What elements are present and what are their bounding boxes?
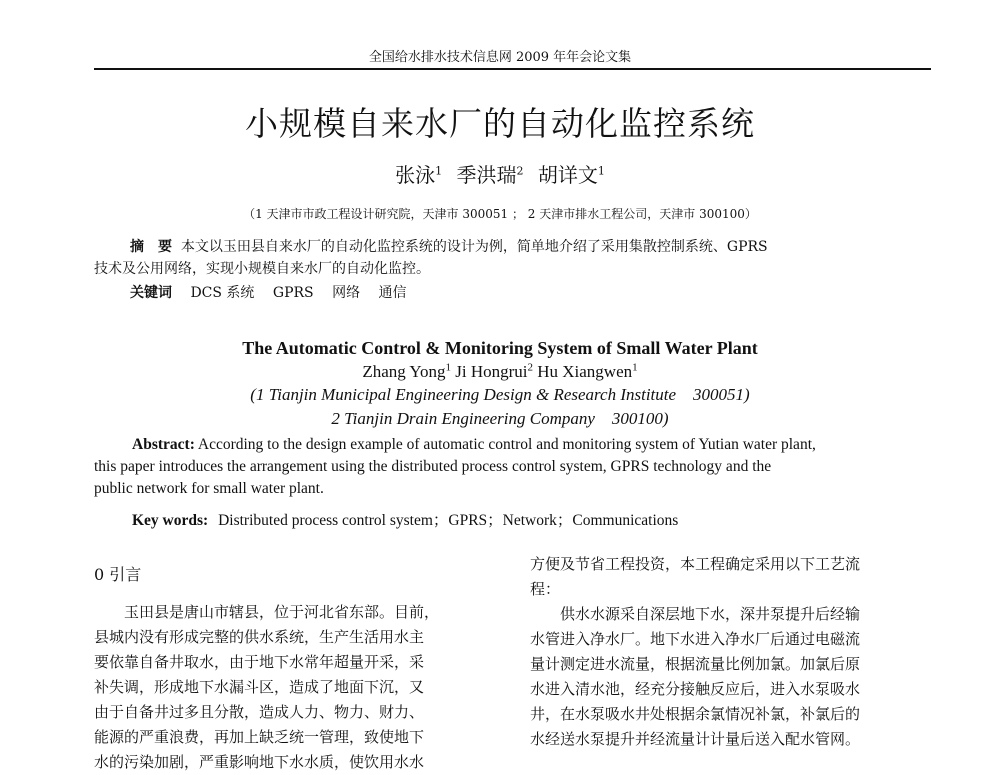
author-en-2: Ji Hongrui$^2$: [455, 361, 533, 381]
keywords-chinese: [130, 282, 968, 304]
keyword-cn-1: DCS 系统: [190, 285, 255, 301]
affiliation-chinese: （1 天津市市政工程设计研究院，天津市 300051 ； 2 天津市排水工程公司，天津市 300100）: [243, 207, 757, 221]
keywords-label-cn: 关键词: [130, 285, 172, 301]
keywords-english: [132, 508, 678, 530]
abstract-english: Abstract: According to the design example of automatic control and monitoring system of Yutian water plant, this paper introduces the arrangement using the distributed process control system, GPRS technology and the public network for small water plant.: [94, 434, 932, 500]
abstract-label-en: Abstract: [132, 436, 190, 453]
abstract-cn-line-1: 本文以玉田县自来水厂的自动化监控系统的设计为例，简单地介绍了采用集散控制系统、GPRS: [180, 239, 768, 255]
body-right-line-3: 供水水源采自深层地下水，深井泵提升后经输: [560, 605, 861, 623]
author-cn-3: 胡详文$^1$: [537, 163, 605, 187]
body-left-line-1: 玉田县是唐山市辖县，位于河北省东部。目前，: [124, 603, 440, 621]
keywords-text-en: Distributed process control system；GPRS；Network；Communications: [218, 512, 679, 529]
body-right-line-5: 量计测定进水流量，根据流量比例加氯。加氯后原: [530, 655, 861, 673]
title-chinese: 小规模自来水厂的自动化监控系统: [245, 104, 755, 143]
abstract-en-line-2: this paper introduces the arrangement using the distributed process control system, GPRS technology and the: [94, 458, 772, 475]
body-left-line-5: 由于自备井过多且分散，造成人力、物力、财力、: [94, 703, 425, 721]
keyword-cn-2: GPRS: [272, 285, 314, 301]
keyword-cn-4: 通信: [378, 285, 407, 301]
header-rule: [94, 68, 931, 70]
body-right-line-4: 水管进入净水厂。地下水进入净水厂后通过电磁流: [530, 630, 861, 648]
keyword-cn-3: 网络: [332, 285, 361, 301]
abstract-en-line-1: According to the design example of automatic control and monitoring system of Yutian water plant,: [197, 436, 816, 453]
abstract-label-cn: 摘 要: [130, 239, 172, 255]
body-right-line-7: 井，在水泵吸水井处根据余氯情况补氯，补氯后的: [530, 705, 861, 723]
body-left-line-7: 水的污染加剧，严重影响地下水水质，使饮用水水: [94, 753, 425, 771]
affiliation-english-2: 2 Tianjin Drain Engineering Company 300100): [331, 409, 669, 428]
section-heading-intro: 0 引言: [94, 565, 142, 584]
running-header: 全国给水排水技术信息网 2009 年年会论文集: [368, 50, 632, 65]
author-en-3: Hu Xiangwen$^1$: [537, 361, 638, 381]
body-column-left: [94, 562, 504, 775]
body-right-line-1: 方便及节省工程投资，本工程确定采用以下工艺流: [530, 555, 861, 573]
author-cn-1: 张泳$^1$: [395, 163, 443, 187]
abstract-cn-line-2: 技术及公用网络，实现小规模自来水厂的自动化监控。: [94, 261, 430, 277]
body-left-line-3: 要依靠自备井取水，由于地下水常年超量开采，采: [94, 653, 425, 671]
body-column-right: [530, 552, 934, 752]
author-cn-2: 季洪瑞$^2$: [456, 163, 524, 187]
body-left-line-6: 能源的严重浪费，再加上缺乏统一管理，致使地下: [94, 728, 425, 746]
authors-chinese: [0, 159, 1000, 188]
body-right-line-2: 程：: [530, 580, 561, 598]
abstract-chinese: [94, 236, 932, 280]
abstract-en-line-3: public network for small water plant.: [94, 480, 324, 497]
body-left-line-4: 补失调，形成地下水漏斗区，造成了地面下沉，又: [94, 678, 425, 696]
body-left-line-2: 县城内没有形成完整的供水系统，生产生活用水主: [94, 628, 425, 646]
authors-english: [0, 361, 1000, 382]
keywords-label-en: Key words:: [132, 512, 209, 529]
author-en-1: Zhang Yong$^1$: [362, 361, 451, 381]
body-right-line-6: 水进入清水池，经充分接触反应后，进入水泵吸水: [530, 680, 861, 698]
title-english: The Automatic Control & Monitoring System of Small Water Plant: [242, 338, 758, 358]
affiliation-english-1: (1 Tianjin Municipal Engineering Design & Research Institute 300051): [250, 385, 750, 404]
body-right-line-8: 水经送水泵提升并经流量计计量后送入配水管网。: [530, 730, 861, 748]
